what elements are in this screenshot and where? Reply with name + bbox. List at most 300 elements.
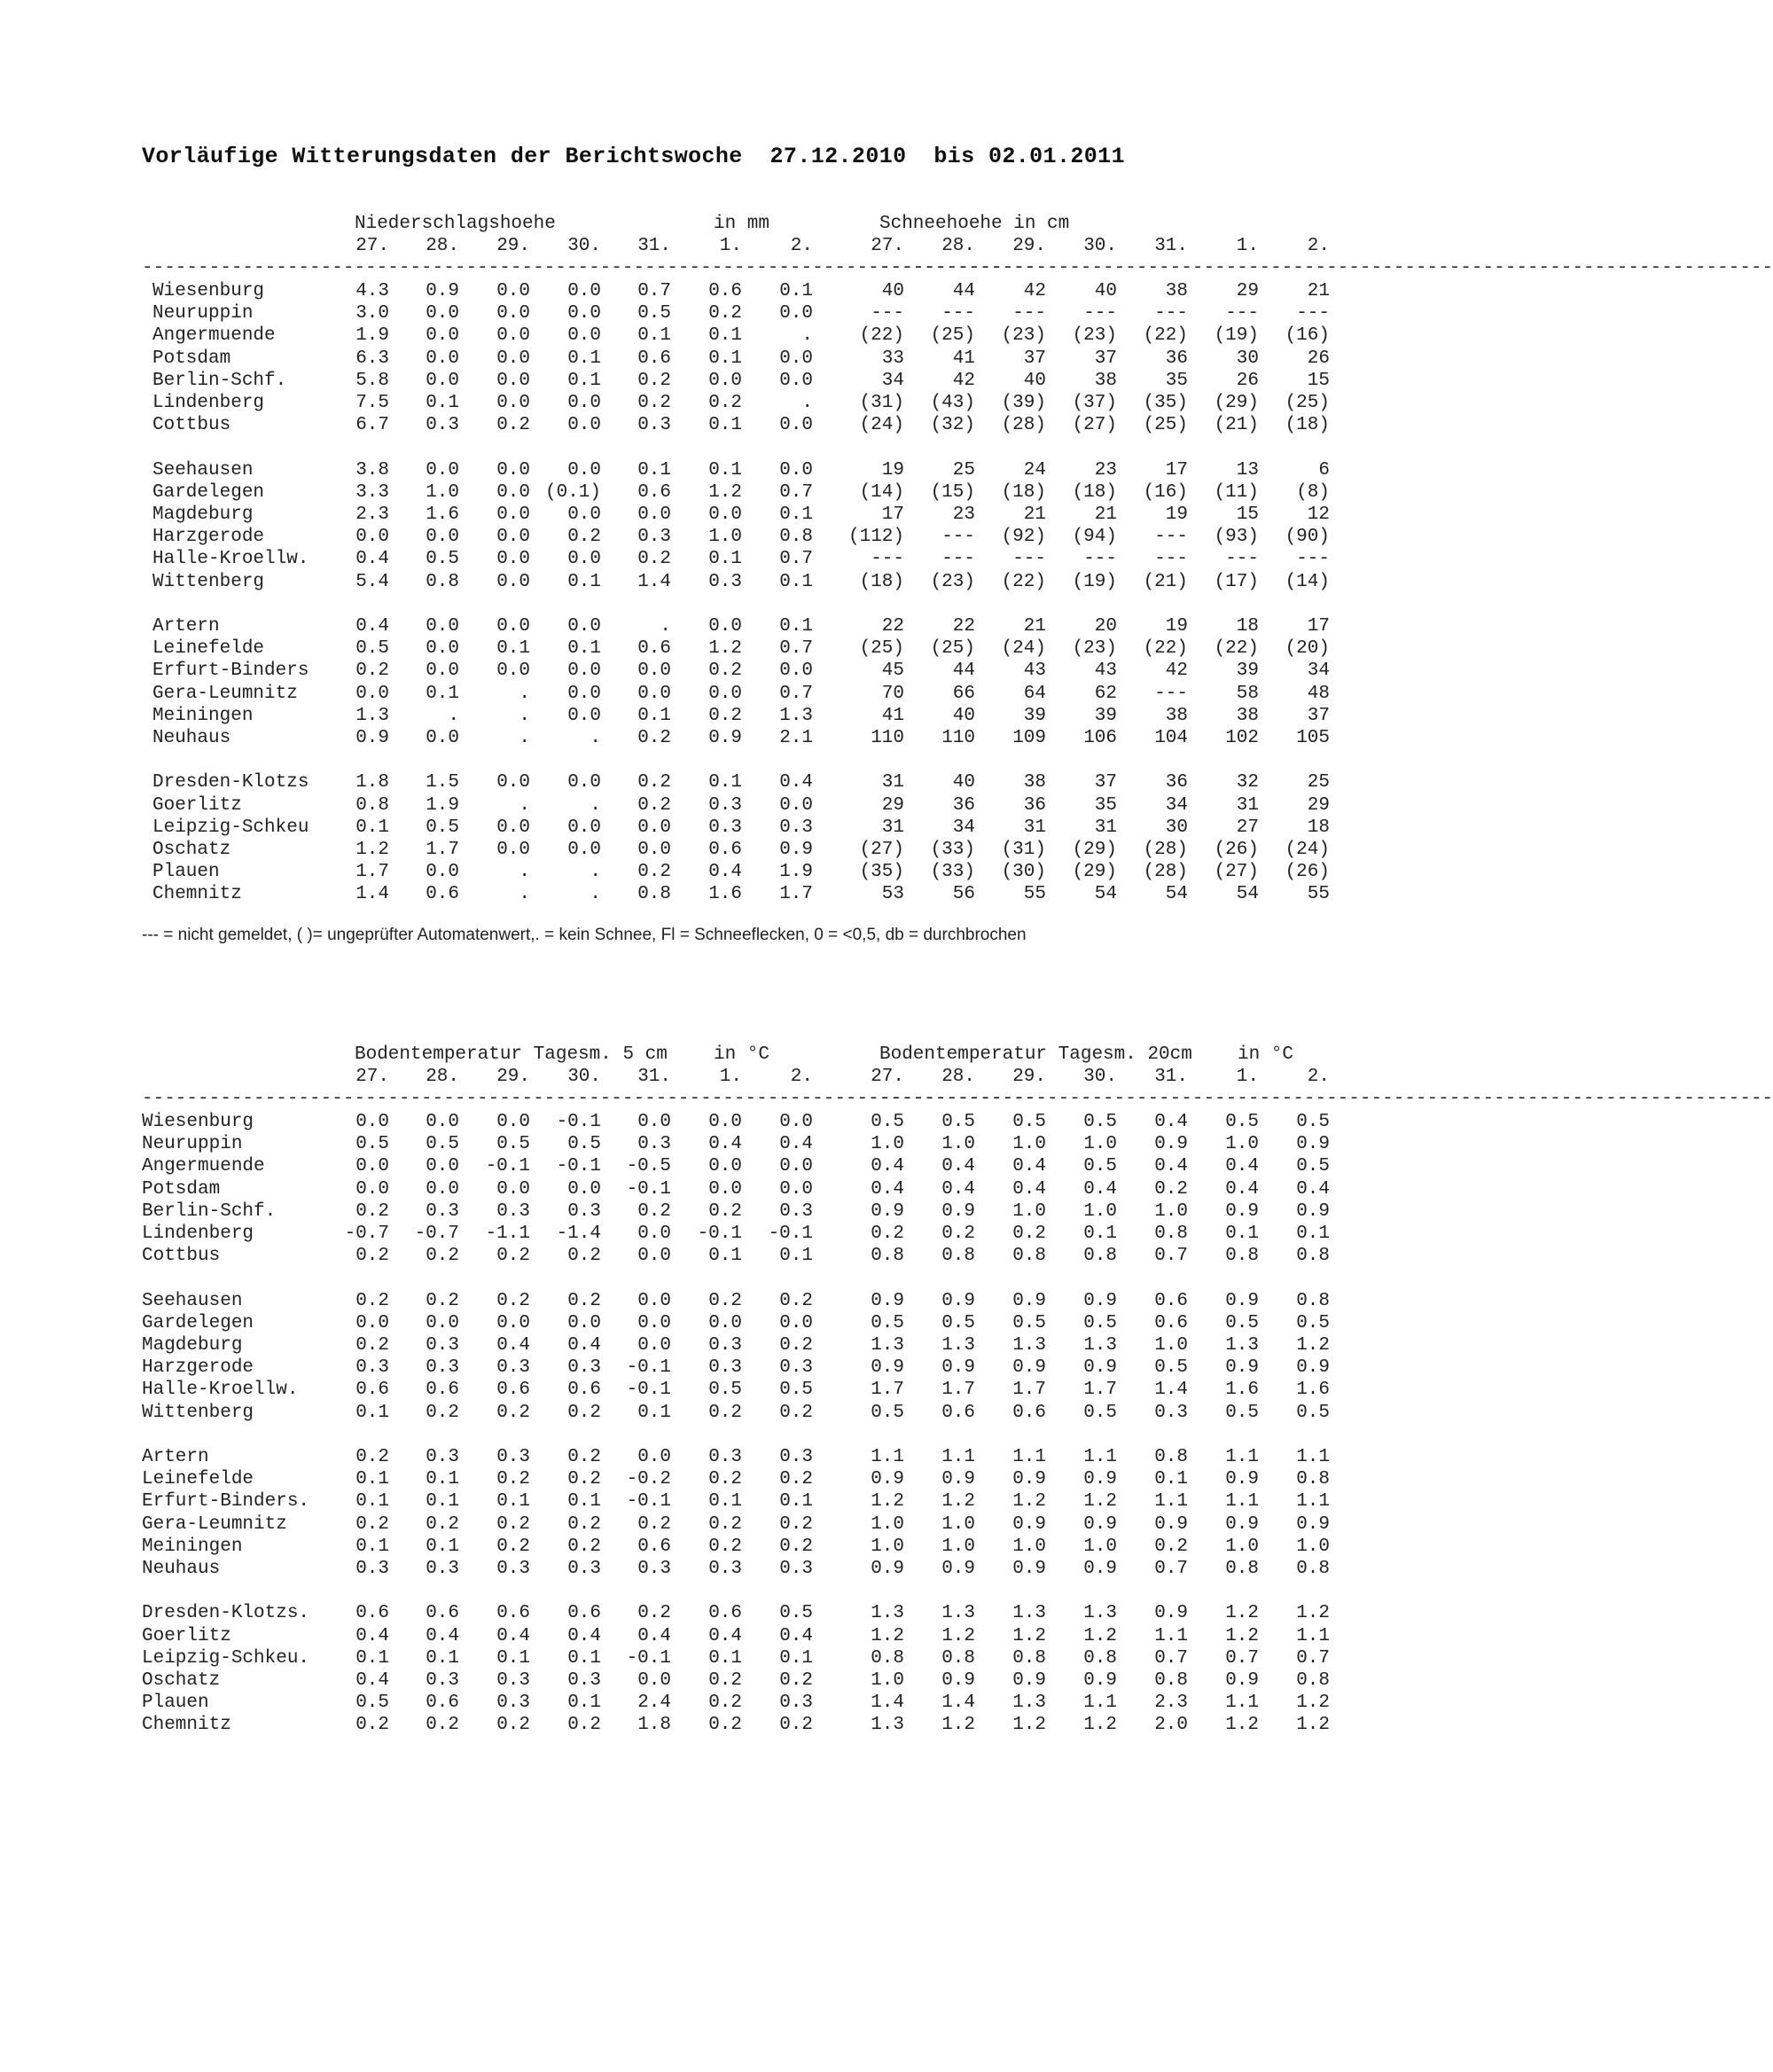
value-cell: 1.0 [1225, 1134, 1259, 1155]
day-header-right: 2. [1307, 236, 1330, 257]
value-cell: 0.2 [496, 1513, 530, 1535]
value-cell: 0.8 [1296, 1670, 1330, 1691]
value-cell: 34 [881, 370, 904, 391]
table-row [0, 324, 1465, 347]
value-cell: 1.0 [871, 1536, 904, 1557]
value-cell: 110 [941, 728, 975, 748]
value-cell: 0.1 [426, 1491, 459, 1513]
value-cell: . [519, 683, 530, 704]
value-cell: (35) [1143, 393, 1188, 413]
value-cell: 0.0 [779, 1156, 813, 1177]
value-cell: 0.3 [708, 1559, 742, 1579]
station-name: Oschatz [152, 840, 231, 860]
value-cell: 0.9 [871, 1357, 904, 1379]
value-cell: 0.2 [779, 1469, 813, 1490]
value-cell: 0.0 [496, 459, 530, 481]
value-cell: (33) [930, 862, 975, 883]
value-cell: 39 [1094, 705, 1117, 726]
value-cell: 22 [881, 616, 904, 637]
value-cell: 37 [1094, 772, 1117, 794]
value-cell: 0.0 [567, 616, 601, 637]
value-cell: 0.1 [355, 1491, 389, 1513]
value-cell: 0.1 [567, 1491, 601, 1513]
value-cell: 0.0 [779, 415, 813, 436]
value-cell: 1.6 [1225, 1380, 1259, 1401]
value-cell: 0.5 [1083, 1112, 1117, 1132]
value-cell: 0.3 [779, 1447, 813, 1467]
value-cell: 0.2 [496, 1536, 530, 1557]
value-cell: 0.2 [708, 1715, 742, 1736]
value-cell: . [519, 862, 530, 883]
value-cell: (25) [930, 638, 975, 660]
value-cell: 0.9 [871, 1559, 904, 1579]
value-cell: 0.1 [496, 638, 530, 660]
value-cell: 0.6 [567, 1380, 601, 1401]
value-cell: 0.0 [637, 1670, 671, 1691]
value-cell: 1.1 [1296, 1491, 1330, 1513]
value-cell: 0.5 [426, 817, 459, 838]
value-cell: 1.1 [1154, 1625, 1188, 1646]
value-cell: 2.3 [1154, 1693, 1188, 1714]
value-cell: 1.0 [426, 481, 459, 503]
value-cell: 0.4 [355, 1670, 389, 1691]
station-name: Chemnitz [142, 1715, 231, 1736]
value-cell: 1.2 [708, 481, 742, 503]
value-cell: 56 [952, 884, 975, 905]
value-cell: 105 [1296, 728, 1330, 748]
value-cell: 0.0 [355, 1112, 389, 1132]
day-header-right: 29. [1012, 1067, 1046, 1088]
value-cell: 0.6 [708, 840, 742, 860]
value-cell: 0.1 [567, 370, 601, 391]
value-cell: (29) [1214, 393, 1259, 413]
value-cell: 0.1 [426, 393, 459, 413]
value-cell: (21) [1214, 415, 1259, 436]
value-cell: (8) [1296, 481, 1330, 503]
value-cell: . [519, 705, 530, 726]
value-cell: 0.4 [779, 772, 813, 794]
value-cell: 0.0 [567, 1312, 601, 1333]
value-cell: 19 [881, 459, 904, 481]
value-cell: (18) [1001, 481, 1046, 503]
value-cell: 0.4 [426, 1625, 459, 1646]
station-name: Plauen [152, 862, 220, 883]
value-cell: 1.0 [1296, 1536, 1330, 1557]
day-header-right: 1. [1236, 1067, 1259, 1088]
value-cell: 0.1 [779, 281, 813, 301]
value-cell: 0.3 [426, 415, 459, 436]
table-row [0, 1379, 1465, 1401]
value-cell: 0.9 [1083, 1357, 1117, 1379]
day-header-right: 30. [1083, 1067, 1117, 1088]
value-cell: 0.6 [637, 481, 671, 503]
value-cell: 0.3 [779, 1200, 813, 1222]
value-cell: 0.1 [1083, 1224, 1117, 1244]
value-cell: 1.5 [426, 772, 459, 794]
value-cell: 0.0 [355, 683, 389, 704]
value-cell: 0.2 [779, 1715, 813, 1736]
value-cell: 0.9 [1296, 1134, 1330, 1155]
value-cell: 0.1 [426, 1647, 459, 1669]
value-cell: 0.5 [567, 1134, 601, 1155]
value-cell: 0.9 [871, 1469, 904, 1490]
value-cell: 0.1 [708, 348, 742, 369]
value-cell: 1.3 [1225, 1335, 1259, 1356]
value-cell: 38 [1165, 705, 1188, 726]
value-cell: 0.2 [496, 415, 530, 436]
value-cell: 0.1 [1154, 1469, 1188, 1490]
value-cell: . [519, 794, 530, 816]
value-cell: 0.9 [1154, 1603, 1188, 1624]
value-cell: 1.9 [426, 794, 459, 816]
value-cell: 0.0 [637, 817, 671, 838]
value-cell: . [519, 728, 530, 748]
value-cell: 0.1 [779, 1491, 813, 1513]
value-cell: 0.2 [567, 527, 601, 548]
value-cell: 0.1 [708, 325, 742, 347]
value-cell: --- [941, 549, 975, 570]
value-cell: 0.8 [1012, 1647, 1046, 1669]
value-cell: 0.8 [1083, 1246, 1117, 1267]
value-cell: 53 [881, 884, 904, 905]
value-cell: --- [1083, 303, 1117, 324]
value-cell: 0.0 [496, 817, 530, 838]
value-cell: 1.2 [1083, 1625, 1117, 1646]
table-row [0, 660, 1465, 682]
value-cell: 0.9 [1012, 1469, 1046, 1490]
value-cell: 48 [1307, 683, 1330, 704]
value-cell: 1.1 [1225, 1491, 1259, 1513]
station-name: Halle-Kroellw. [142, 1380, 299, 1401]
value-cell: 42 [1023, 281, 1046, 301]
value-cell: 1.2 [1012, 1715, 1046, 1736]
value-cell: (18) [1072, 481, 1117, 503]
day-header-right: 28. [941, 1067, 975, 1088]
value-cell: 0.1 [426, 1469, 459, 1490]
value-cell: 0.2 [779, 1670, 813, 1691]
value-cell: 40 [952, 772, 975, 794]
table-row [0, 1223, 1465, 1245]
value-cell: 0.4 [1225, 1156, 1259, 1177]
value-cell: 5.4 [355, 571, 389, 592]
value-cell: 0.5 [941, 1112, 975, 1132]
value-cell: 24 [1023, 459, 1046, 481]
station-name: Leipzig-Schkeu. [142, 1647, 310, 1669]
value-cell: 0.0 [426, 459, 459, 481]
value-cell: 0.0 [496, 527, 530, 548]
value-cell: 0.6 [637, 348, 671, 369]
value-cell: 0.3 [708, 571, 742, 592]
value-cell: (18) [1285, 415, 1330, 436]
value-cell: 0.9 [1012, 1357, 1046, 1379]
value-cell: 0.0 [496, 281, 530, 301]
value-cell: 2.4 [637, 1693, 671, 1714]
value-cell: -1.1 [485, 1224, 530, 1244]
value-cell: 42 [952, 370, 975, 391]
value-cell: 1.2 [941, 1625, 975, 1646]
value-cell: 5.8 [355, 370, 389, 391]
value-cell: 0.4 [355, 1625, 389, 1646]
value-cell: 31 [1023, 817, 1046, 838]
day-header-left: 30. [567, 1067, 601, 1088]
station-name: Magdeburg [152, 504, 254, 525]
value-cell: 0.1 [708, 549, 742, 570]
value-cell: --- [1012, 549, 1046, 570]
value-cell: 0.2 [708, 705, 742, 726]
table-row [0, 348, 1465, 370]
value-cell: 1.0 [941, 1513, 975, 1535]
value-cell: 1.2 [708, 638, 742, 660]
value-cell: 0.0 [426, 862, 459, 883]
value-cell: (28) [1001, 415, 1046, 436]
station-name: Seehausen [152, 459, 254, 481]
value-cell: 25 [1307, 772, 1330, 794]
value-cell: 0.4 [1225, 1178, 1259, 1200]
value-cell: 0.0 [779, 1112, 813, 1132]
value-cell: (28) [1143, 840, 1188, 860]
day-header-right: 27. [871, 1067, 904, 1088]
station-name: Lindenberg [142, 1224, 254, 1244]
day-header-left: 2. [790, 236, 813, 257]
value-cell: 0.0 [567, 393, 601, 413]
value-cell: 0.9 [1154, 1134, 1188, 1155]
value-cell: 0.0 [779, 348, 813, 369]
station-name: Gera-Leumnitz [142, 1513, 287, 1535]
value-cell: 1.0 [1154, 1200, 1188, 1222]
value-cell: 0.2 [1154, 1178, 1188, 1200]
value-cell: (19) [1072, 571, 1117, 592]
value-cell: 43 [1023, 661, 1046, 682]
value-cell: 1.1 [1012, 1447, 1046, 1467]
value-cell: (11) [1214, 481, 1259, 503]
value-cell: 0.0 [496, 661, 530, 682]
value-cell: 0.9 [941, 1290, 975, 1311]
value-cell: 0.5 [1225, 1402, 1259, 1423]
value-cell: 0.5 [1012, 1112, 1046, 1132]
value-cell: 1.4 [871, 1693, 904, 1714]
station-name: Angermuende [152, 325, 276, 347]
station-name: Potsdam [142, 1178, 221, 1200]
separator-left: -------------------------------------------------------------------------------- [142, 258, 1036, 279]
value-cell: 0.9 [941, 1357, 975, 1379]
value-cell: 0.5 [1296, 1402, 1330, 1423]
value-cell: 0.3 [496, 1693, 530, 1714]
value-cell: (25) [1143, 415, 1188, 436]
value-cell: 0.0 [496, 1178, 530, 1200]
value-cell: (17) [1214, 571, 1259, 592]
value-cell: 1.2 [1225, 1625, 1259, 1646]
station-name: Cottbus [142, 1246, 221, 1267]
value-cell: 0.9 [1083, 1290, 1117, 1311]
table-row [0, 727, 1465, 749]
value-cell: 0.5 [355, 638, 389, 660]
table-row [0, 280, 1465, 302]
value-cell: 1.3 [1012, 1603, 1046, 1624]
value-cell: 38 [1165, 281, 1188, 301]
value-cell: 27 [1236, 817, 1259, 838]
value-cell: 0.0 [637, 683, 671, 704]
station-name: Goerlitz [152, 794, 242, 816]
value-cell: --- [1225, 549, 1259, 570]
table-row [0, 1178, 1465, 1200]
value-cell: 1.0 [1225, 1536, 1259, 1557]
value-cell: 0.5 [1154, 1357, 1188, 1379]
value-cell: 40 [881, 281, 904, 301]
value-cell: 0.3 [779, 1693, 813, 1714]
value-cell: 0.0 [426, 638, 459, 660]
value-cell: 0.8 [871, 1246, 904, 1267]
value-cell: 0.4 [355, 549, 389, 570]
value-cell: 0.8 [426, 571, 459, 592]
value-cell: 0.2 [708, 1513, 742, 1535]
value-cell: 0.9 [941, 1469, 975, 1490]
value-cell: 37 [1094, 348, 1117, 369]
value-cell: 0.3 [708, 1357, 742, 1379]
value-cell: 1.7 [1012, 1380, 1046, 1401]
table-row [0, 1133, 1465, 1155]
table-row [0, 548, 1465, 570]
value-cell: --- [1154, 683, 1188, 704]
separator-right: -------------------------------------------------------------------------------- [879, 258, 1773, 279]
value-cell: 15 [1307, 370, 1330, 391]
value-cell: 0.9 [1012, 1513, 1046, 1535]
value-cell: 0.0 [708, 504, 742, 525]
value-cell: -0.2 [626, 1469, 671, 1490]
value-cell: 102 [1225, 728, 1259, 748]
value-cell: 0.1 [779, 504, 813, 525]
value-cell: 0.1 [637, 459, 671, 481]
table-row [0, 571, 1465, 593]
value-cell: 0.2 [637, 370, 671, 391]
station-name: Berlin-Schf. [152, 370, 287, 391]
value-cell: 0.0 [567, 459, 601, 481]
value-cell: 0.9 [1225, 1200, 1259, 1222]
value-cell: 0.7 [1225, 1647, 1259, 1669]
station-name: Neuruppin [152, 303, 254, 324]
day-header-left: 27. [355, 1067, 389, 1088]
value-cell: 1.3 [941, 1335, 975, 1356]
value-cell: (29) [1072, 862, 1117, 883]
value-cell: 1.4 [1154, 1380, 1188, 1401]
value-cell: -0.1 [626, 1647, 671, 1669]
value-cell: 0.1 [496, 1491, 530, 1513]
value-cell: 0.2 [355, 661, 389, 682]
value-cell: 38 [1023, 772, 1046, 794]
value-cell: 0.3 [567, 1559, 601, 1579]
value-cell: 0.2 [355, 1335, 389, 1356]
value-cell: 36 [1165, 348, 1188, 369]
value-cell: 0.2 [708, 393, 742, 413]
station-name: Harzgerode [152, 527, 265, 548]
value-cell: 1.2 [1296, 1715, 1330, 1736]
value-cell: 106 [1083, 728, 1117, 748]
value-cell: 0.6 [355, 1603, 389, 1624]
separator-right: -------------------------------------------------------------------------------- [879, 1089, 1773, 1110]
value-cell: 0.3 [426, 1670, 459, 1691]
value-cell: 0.5 [1225, 1312, 1259, 1333]
table-row [0, 1558, 1465, 1580]
value-cell: 18 [1236, 616, 1259, 637]
value-cell: 0.6 [355, 1380, 389, 1401]
value-cell: 0.2 [708, 1693, 742, 1714]
station-name: Artern [152, 616, 220, 637]
value-cell: 1.2 [871, 1625, 904, 1646]
value-cell: (27) [1214, 862, 1259, 883]
value-cell: . [660, 616, 671, 637]
value-cell: . [448, 705, 459, 726]
value-cell: 1.0 [941, 1536, 975, 1557]
value-cell: (23) [930, 571, 975, 592]
value-cell: 0.0 [567, 683, 601, 704]
value-cell: (22) [859, 325, 904, 347]
value-cell: 0.0 [567, 325, 601, 347]
value-cell: 0.2 [637, 794, 671, 816]
value-cell: 0.3 [496, 1670, 530, 1691]
value-cell: 0.2 [355, 1200, 389, 1222]
value-cell: 0.0 [496, 772, 530, 794]
value-cell: 37 [1023, 348, 1046, 369]
value-cell: 0.4 [567, 1335, 601, 1356]
value-cell: 0.8 [779, 527, 813, 548]
value-cell: -0.1 [626, 1491, 671, 1513]
value-cell: 0.0 [426, 370, 459, 391]
value-cell: 0.5 [871, 1312, 904, 1333]
value-cell: 0.5 [779, 1603, 813, 1624]
value-cell: 1.7 [871, 1380, 904, 1401]
value-cell: 0.8 [941, 1647, 975, 1669]
value-cell: 0.9 [1083, 1513, 1117, 1535]
right-block-unit: in °C [1238, 1044, 1294, 1065]
value-cell: -0.5 [626, 1156, 671, 1177]
value-cell: 0.2 [871, 1224, 904, 1244]
value-cell: 0.0 [637, 1246, 671, 1267]
value-cell: 0.0 [355, 1312, 389, 1333]
value-cell: 42 [1165, 661, 1188, 682]
value-cell: (37) [1072, 393, 1117, 413]
value-cell: 0.0 [637, 840, 671, 860]
value-cell: (16) [1143, 481, 1188, 503]
value-cell: (25) [1285, 393, 1330, 413]
value-cell: 0.1 [708, 459, 742, 481]
value-cell: 58 [1236, 683, 1259, 704]
day-header-right: 1. [1236, 236, 1259, 257]
value-cell: 40 [952, 705, 975, 726]
value-cell: 0.0 [496, 348, 530, 369]
value-cell: 40 [1023, 370, 1046, 391]
value-cell: 2.0 [1154, 1715, 1188, 1736]
value-cell: 0.2 [637, 1603, 671, 1624]
value-cell: 1.0 [1154, 1335, 1188, 1356]
value-cell: 34 [1165, 794, 1188, 816]
value-cell: 0.5 [871, 1402, 904, 1423]
value-cell: 66 [952, 683, 975, 704]
value-cell: 0.0 [708, 370, 742, 391]
station-name: Erfurt-Binders. [142, 1491, 310, 1513]
left-block-unit: in °C [714, 1044, 770, 1065]
day-header-right: 31. [1154, 1067, 1188, 1088]
value-cell: (22) [1143, 638, 1188, 660]
station-name: Gardelegen [152, 481, 265, 503]
value-cell: 0.5 [1296, 1312, 1330, 1333]
value-cell: 0.6 [941, 1402, 975, 1423]
value-cell: (43) [930, 393, 975, 413]
value-cell: 1.2 [1083, 1715, 1117, 1736]
value-cell: 0.6 [637, 1536, 671, 1557]
value-cell: 44 [952, 661, 975, 682]
value-cell: 31 [1094, 817, 1117, 838]
value-cell: 1.2 [1225, 1603, 1259, 1624]
value-cell: --- [1154, 527, 1188, 548]
